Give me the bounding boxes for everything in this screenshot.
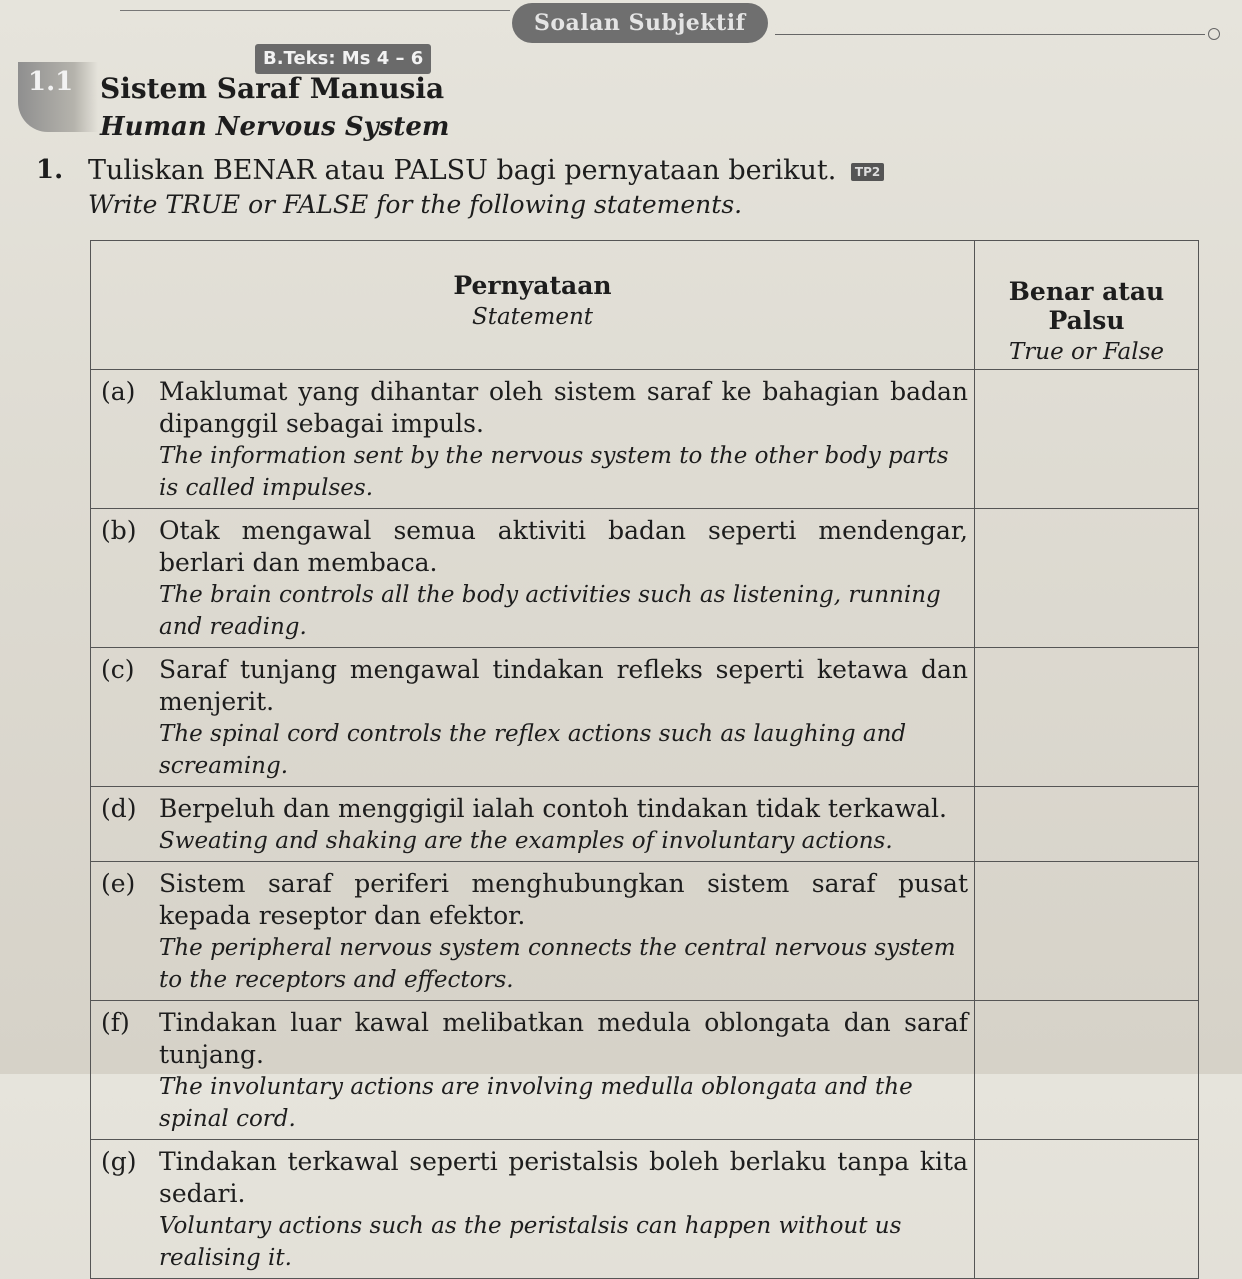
answer-header-ms: Benar atau Palsu <box>1008 277 1165 335</box>
statement-ms: Tindakan luar kawal melibatkan medula oblongata dan saraf tunjang. <box>159 1008 968 1069</box>
section-title: Sistem Saraf Manusia <box>100 72 445 105</box>
table-row <box>91 787 1199 862</box>
section-badge: Soalan Subjektif <box>512 3 768 43</box>
statement-en: Sweating and shaking are the examples of involuntary actions. <box>159 828 893 854</box>
statement-header-ms: Pernyataan <box>453 271 612 300</box>
statement-ms: Otak mengawal semua aktiviti badan seperti mendengar, berlari dan membaca. <box>159 516 968 577</box>
question-number: 1. <box>36 155 64 185</box>
question-text <box>88 155 884 186</box>
statement-en: The involuntary actions are involving medulla oblongata and the spinal cord. <box>159 1074 913 1132</box>
answer-header-en: True or False <box>1008 339 1165 365</box>
statement-ms: Maklumat yang dihantar oleh sistem saraf ke bahagian badan dipanggil sebagai impuls. <box>159 377 968 438</box>
answer-cell[interactable] <box>975 1001 1199 1140</box>
section-number: 1.1 <box>18 62 98 132</box>
statement-en: The information sent by the nervous system to the other body parts is called impulses. <box>159 443 949 501</box>
statement-en: Voluntary actions such as the peristalsis can happen without us realising it. <box>159 1213 902 1271</box>
row-label: (a) <box>101 377 136 406</box>
answer-column-header <box>975 241 1199 370</box>
table-row <box>91 648 1199 787</box>
textbook-reference: B.Teks: Ms 4 – 6 <box>255 44 431 74</box>
statement-ms: Tindakan terkawal seperti peristalsis boleh berlaku tanpa kita sedari. <box>159 1147 968 1208</box>
statement-cell <box>91 787 975 862</box>
section-subtitle: Human Nervous System <box>100 112 450 142</box>
question-instruction: Tuliskan BENAR atau PALSU bagi pernyataan berikut. <box>88 155 837 186</box>
row-label: (b) <box>101 516 137 545</box>
answer-cell[interactable] <box>975 648 1199 787</box>
table-row <box>91 1140 1199 1279</box>
statement-header-en: Statement <box>471 304 594 330</box>
answer-cell[interactable] <box>975 370 1199 509</box>
statement-ms: Berpeluh dan menggigil ialah contoh tindakan tidak terkawal. <box>159 794 948 823</box>
statement-ms: Saraf tunjang mengawal tindakan refleks seperti ketawa dan menjerit. <box>159 655 968 716</box>
statement-en: The peripheral nervous system connects the central nervous system to the receptors and effectors. <box>159 935 956 993</box>
header-rule <box>775 34 1205 35</box>
statement-column-header <box>91 241 975 370</box>
statement-cell <box>91 509 975 648</box>
statement-cell <box>91 648 975 787</box>
statement-ms: Sistem saraf periferi menghubungkan sistem saraf pusat kepada reseptor dan efektor. <box>159 869 968 930</box>
answer-cell[interactable] <box>975 787 1199 862</box>
row-label: (e) <box>101 869 136 898</box>
answer-cell[interactable] <box>975 509 1199 648</box>
table-row <box>91 862 1199 1001</box>
statement-cell <box>91 1001 975 1140</box>
statement-cell <box>91 1140 975 1279</box>
table-row <box>91 370 1199 509</box>
statements-table <box>90 240 1198 1271</box>
statement-cell <box>91 862 975 1001</box>
answer-cell[interactable] <box>975 1140 1199 1279</box>
row-label: (c) <box>101 655 135 684</box>
answer-cell[interactable] <box>975 862 1199 1001</box>
rule-end-circle-icon <box>1208 28 1220 40</box>
table-row <box>91 1001 1199 1140</box>
tp-level-icon: TP2 <box>851 163 884 181</box>
statement-en: The brain controls all the body activities such as listening, running and reading. <box>159 582 941 640</box>
top-rule <box>120 10 510 11</box>
question-translation: Write TRUE or FALSE for the following statements. <box>88 190 743 219</box>
row-label: (g) <box>101 1147 137 1176</box>
statement-en: The spinal cord controls the reflex actions such as laughing and screaming. <box>159 721 907 779</box>
statement-cell <box>91 370 975 509</box>
table-row <box>91 509 1199 648</box>
row-label: (f) <box>101 1008 130 1037</box>
row-label: (d) <box>101 794 137 823</box>
